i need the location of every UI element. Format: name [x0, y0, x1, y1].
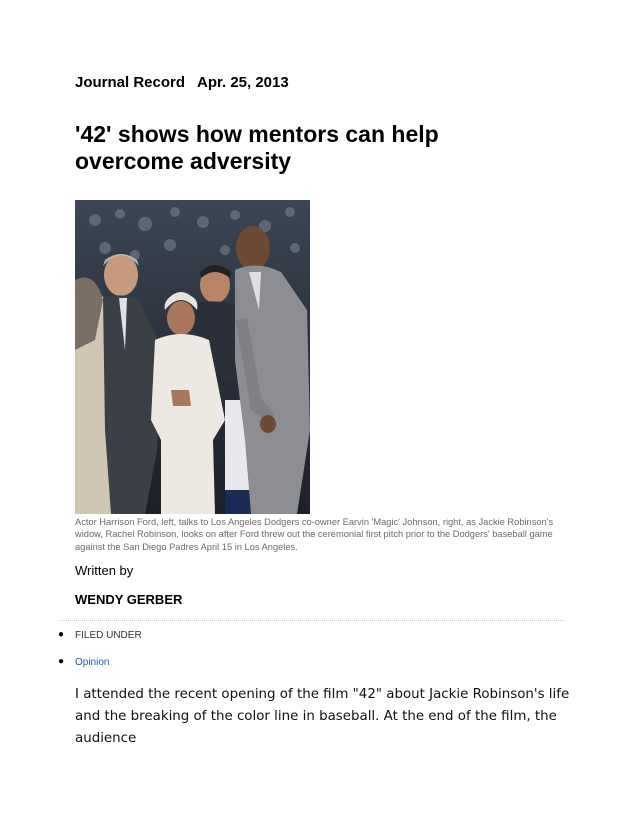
bullet-icon: ● — [58, 629, 65, 640]
tag-link-opinion[interactable]: Opinion — [75, 657, 110, 668]
section-divider — [60, 620, 565, 621]
article-photo — [75, 200, 310, 514]
photo-caption: Actor Harrison Ford, left, talks to Los Angeles Dodgers co-owner Earvin 'Magic' Johnson, right, as Jackie Robinson's widow, Rachel Robinson, looks on after Ford threw out the ceremonial first pitch prior to the Dodgers' baseball game against the San Diego Padres April 15 in Los Angeles. — [75, 517, 554, 552]
publication-date: Apr. 25, 2013 — [196, 74, 289, 91]
bullet-icon: ● — [58, 656, 65, 667]
list-item — [58, 630, 142, 657]
photo-illustration — [75, 200, 310, 514]
article-body-paragraph: I attended the recent opening of the film "42" about Jackie Robinson's life and the breaking of the color line in baseball. At the end of the film, the audience — [75, 687, 570, 746]
masthead — [75, 74, 289, 91]
tag-list — [58, 630, 142, 684]
filed-under-label: FILED UNDER — [75, 630, 142, 641]
publication-name: Journal Record — [75, 74, 186, 91]
author-name[interactable]: WENDY GERBER — [75, 592, 183, 607]
byline-label: Written by — [75, 563, 134, 578]
article-headline: '42' shows how mentors can help overcome adversity — [75, 121, 439, 174]
list-item — [58, 657, 142, 684]
